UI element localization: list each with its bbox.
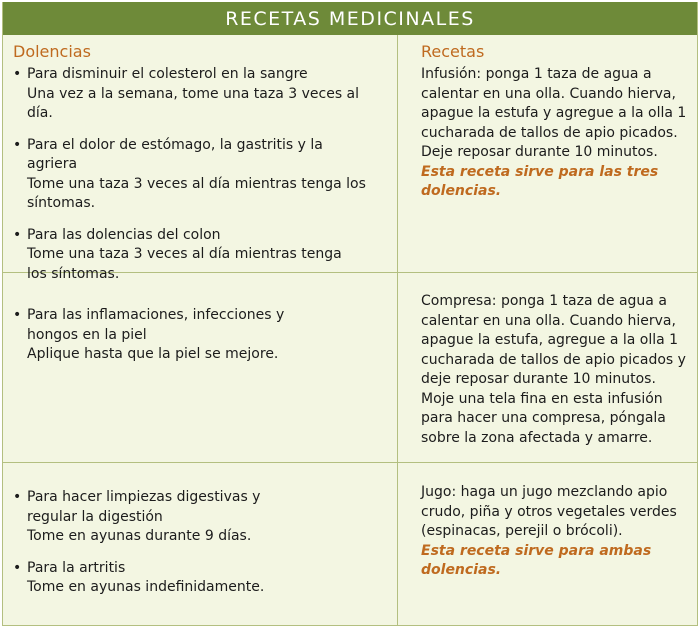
recipe-text: Infusión: ponga 1 taza de agua a calentar en una olla. Cuando hierva, apague la estufa y agregue a la olla 1 cucharada de tallos de apio picados. Deje reposar durante 10 minutos. [421, 66, 687, 160]
ailment-instruction: Aplique hasta que la piel se mejore. [27, 346, 279, 362]
recipe-note: Esta receta sirve para las tres dolencias. [421, 163, 659, 199]
recipe-text: Jugo: haga un jugo mezclando apio crudo, piña y otros vegetales verdes (espinacas, perejil o brócoli). [421, 484, 677, 539]
ailment-name: Para las inflamaciones, infecciones y hongos en la piel [27, 307, 285, 343]
row-3-recipe [421, 483, 691, 581]
ailment-instruction: Tome una taza 3 veces al día mientras tenga los síntomas. [27, 246, 342, 282]
bullet-icon: • [13, 136, 22, 153]
ailment-name: Para el dolor de estómago, la gastritis y la agriera [27, 136, 323, 172]
table-title: RECETAS MEDICINALES [225, 7, 475, 30]
ailment-name: Para hacer limpiezas digestivas y regular la digestión [27, 489, 261, 525]
row-2-ailments [13, 306, 303, 377]
row-1-recipe [421, 42, 691, 202]
ailment-name: Para las dolencias del colon [27, 226, 221, 243]
ailment-item [13, 306, 303, 365]
ailment-instruction: Una vez a la semana, tome una taza 3 veces al día. [27, 85, 360, 121]
column-divider [397, 35, 398, 625]
row-2-recipe [421, 292, 691, 448]
ailment-item [13, 65, 372, 124]
ailment-item [13, 559, 283, 598]
ailment-instruction: Tome una taza 3 veces al día mientras tenga los síntomas. [27, 175, 366, 211]
ailment-item [13, 136, 377, 214]
ailment-name: Para la artritis [27, 559, 126, 576]
ailment-instruction: Tome en ayunas indefinidamente. [27, 579, 265, 595]
ailments-column-header: Dolencias [13, 42, 91, 61]
ailment-instruction: Tome en ayunas durante 9 días. [27, 528, 252, 544]
row-3-ailments [13, 488, 283, 610]
medicinal-recipes-table [2, 2, 698, 626]
recipes-column-header: Recetas [421, 42, 485, 61]
table-title-bar [3, 2, 697, 35]
recipe-note: Esta receta sirve para ambas dolencias. [421, 542, 652, 578]
bullet-icon: • [13, 226, 22, 243]
bullet-icon: • [13, 307, 22, 323]
ailment-item [13, 226, 362, 285]
bullet-icon: • [13, 559, 22, 576]
recipe-text: Compresa: ponga 1 taza de agua a calentar en una olla. Cuando hierva, apague la estufa, agregue a la olla 1 cucharada de tallos de apio picados y deje reposar durante 10 minutos. Moje una tela fina en esta infusión para hacer una compresa, póngala sobre la zona afectada y amarre. [421, 293, 686, 446]
row-1-ailments [13, 42, 393, 296]
ailment-name: Para disminuir el colesterol en la sangre [27, 66, 308, 82]
bullet-icon: • [13, 489, 22, 505]
row-divider-2 [3, 462, 697, 463]
bullet-icon: • [13, 66, 22, 82]
ailment-item [13, 488, 283, 547]
